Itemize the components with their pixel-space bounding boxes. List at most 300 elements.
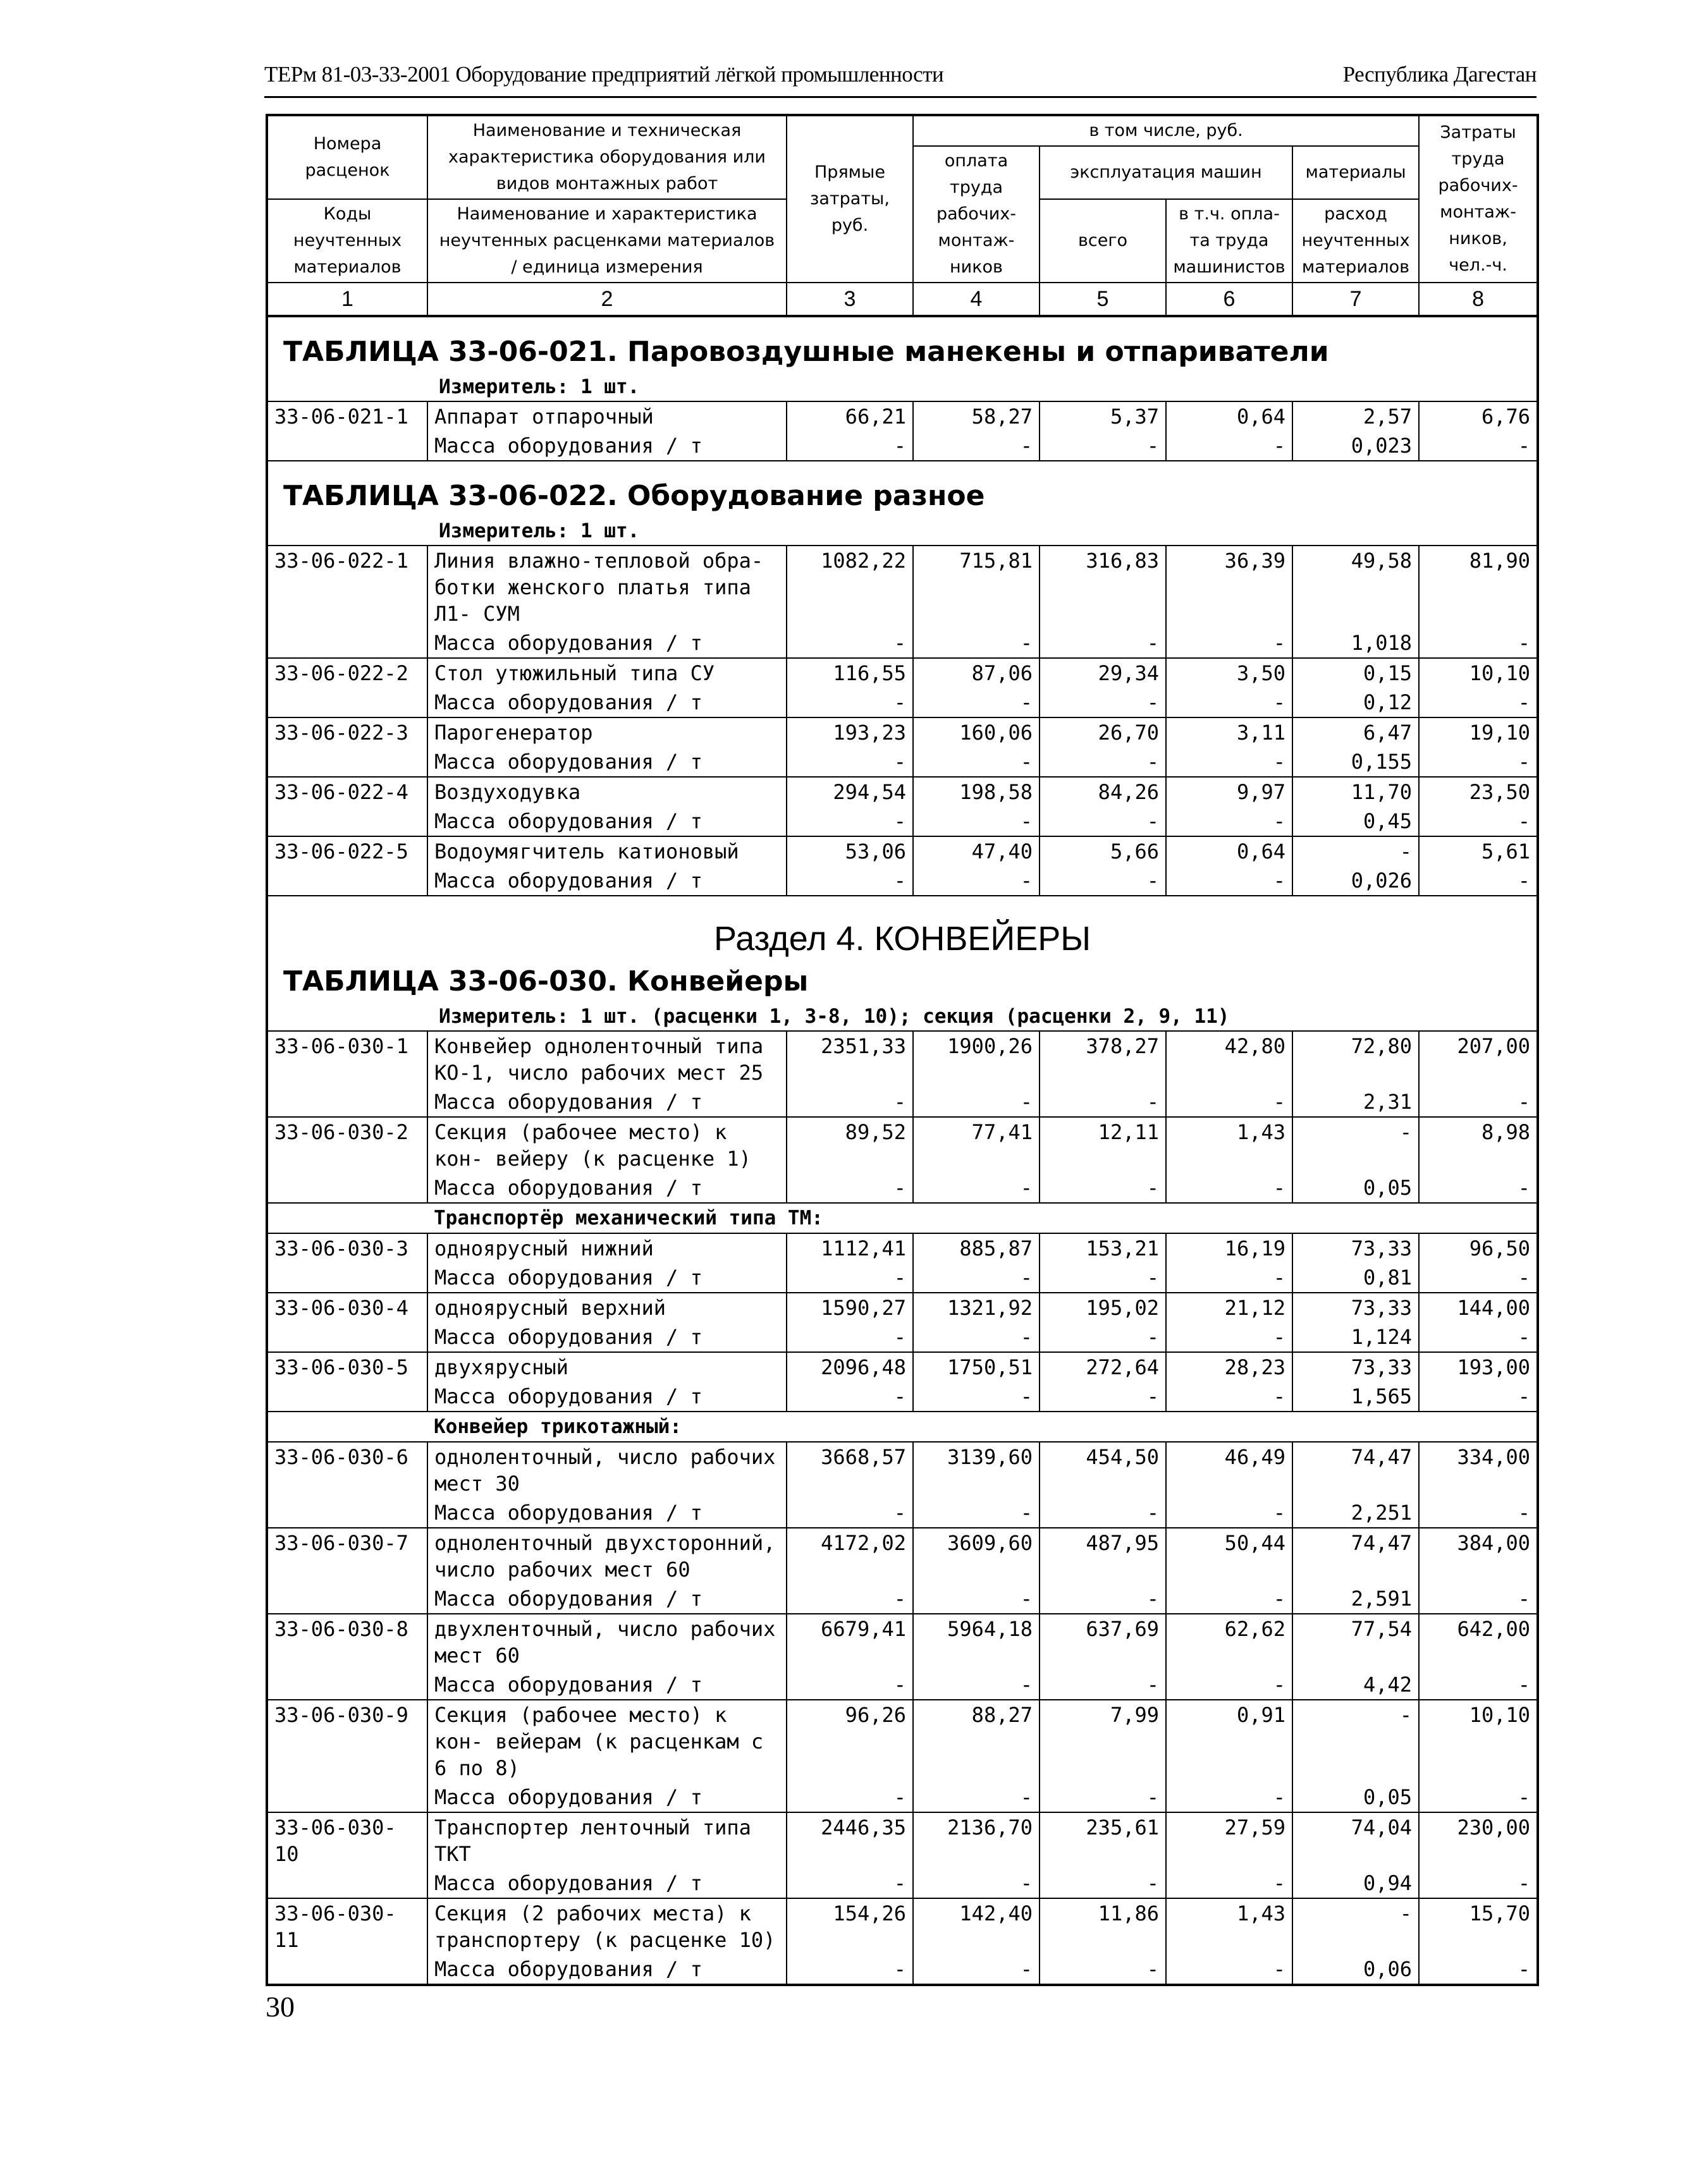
table-title-row: [267, 461, 1538, 546]
rate-value: 23,50: [1419, 777, 1538, 807]
mass-value: 0,155: [1292, 747, 1419, 777]
rate-name: Водоумягчитель катионовый: [427, 836, 787, 866]
rates-table: [266, 114, 1539, 1986]
rate-value: 84,26: [1040, 777, 1166, 807]
mass-label: Масса оборудования / т: [427, 747, 787, 777]
col-group-header: в том числе, руб.: [913, 115, 1419, 146]
group-heading-spacer: [267, 1203, 427, 1233]
rate-row: [267, 1031, 1538, 1087]
mass-value: 1,124: [1292, 1322, 1419, 1352]
rate-value: 4172,02: [787, 1528, 913, 1584]
rate-code: 33-06-022-5: [267, 836, 427, 866]
rate-value: 193,00: [1419, 1352, 1538, 1382]
rate-value: 6,76: [1419, 401, 1538, 431]
mass-value: -: [913, 628, 1040, 658]
rate-value: 96,50: [1419, 1233, 1538, 1263]
rate-name: Аппарат отпарочный: [427, 401, 787, 431]
rate-row: [267, 401, 1538, 431]
mass-value: -: [787, 1955, 913, 1985]
rate-value: -: [1292, 1898, 1419, 1955]
column-numbers-row: [267, 283, 1538, 316]
rate-value: 378,27: [1040, 1031, 1166, 1087]
rate-value: 88,27: [913, 1700, 1040, 1783]
mass-value: -: [1040, 1783, 1166, 1812]
column-number: 3: [787, 283, 913, 316]
rate-value: 1750,51: [913, 1352, 1040, 1382]
rate-value: 73,33: [1292, 1352, 1419, 1382]
rate-value: 58,27: [913, 401, 1040, 431]
mass-value: -: [913, 431, 1040, 461]
rate-value: 73,33: [1292, 1233, 1419, 1263]
rate-value: 3139,60: [913, 1442, 1040, 1498]
rate-value: 0,64: [1166, 401, 1292, 431]
group-heading-row: [267, 1203, 1538, 1233]
rate-value: 50,44: [1166, 1528, 1292, 1584]
mass-value: -: [1419, 1498, 1538, 1528]
rate-code: 33-06-030-8: [267, 1614, 427, 1670]
mass-value: -: [1040, 1322, 1166, 1352]
column-number: 6: [1166, 283, 1292, 316]
rate-value: 8,98: [1419, 1117, 1538, 1173]
col-codes-subheader: Коды неучтенных материалов: [267, 199, 427, 283]
mass-label: Масса оборудования / т: [427, 1173, 787, 1203]
rate-value: 1082,22: [787, 546, 913, 628]
rate-value: 3609,60: [913, 1528, 1040, 1584]
mass-value: -: [1040, 1498, 1166, 1528]
mass-value: -: [1040, 1869, 1166, 1898]
mass-value: 0,05: [1292, 1783, 1419, 1812]
mass-code-empty: [267, 747, 427, 777]
rate-value: 81,90: [1419, 546, 1538, 628]
rate-value: 53,06: [787, 836, 913, 866]
rate-row: [267, 1812, 1538, 1869]
mass-value: -: [913, 1869, 1040, 1898]
mass-code-empty: [267, 1869, 427, 1898]
mass-code-empty: [267, 1670, 427, 1700]
rate-code: 33-06-021-1: [267, 401, 427, 431]
mass-value: 1,565: [1292, 1382, 1419, 1412]
rate-value: 46,49: [1166, 1442, 1292, 1498]
rate-value: 10,10: [1419, 658, 1538, 688]
rate-value: 73,33: [1292, 1293, 1419, 1322]
mass-label: Масса оборудования / т: [427, 1869, 787, 1898]
rate-value: 198,58: [913, 777, 1040, 807]
rate-value: 116,55: [787, 658, 913, 688]
mass-value: -: [1419, 688, 1538, 717]
rate-value: 2,57: [1292, 401, 1419, 431]
rate-value: 235,61: [1040, 1812, 1166, 1869]
mass-value: -: [787, 431, 913, 461]
rate-value: 193,23: [787, 717, 913, 747]
rate-value: 1900,26: [913, 1031, 1040, 1087]
mass-row: [267, 1087, 1538, 1117]
rate-value: 5964,18: [913, 1614, 1040, 1670]
mass-row: [267, 866, 1538, 896]
mass-value: -: [787, 688, 913, 717]
page-number: 30: [266, 1991, 295, 2023]
mass-value: -: [1040, 1173, 1166, 1203]
mass-value: -: [1166, 1263, 1292, 1293]
rate-value: 487,95: [1040, 1528, 1166, 1584]
mass-label: Масса оборудования / т: [427, 1322, 787, 1352]
mass-value: 0,06: [1292, 1955, 1419, 1985]
rate-name: одноярусный верхний: [427, 1293, 787, 1322]
mass-value: -: [913, 866, 1040, 896]
rate-name: одноярусный нижний: [427, 1233, 787, 1263]
mass-value: -: [1040, 866, 1166, 896]
rate-value: 0,91: [1166, 1700, 1292, 1783]
rate-value: 0,15: [1292, 658, 1419, 688]
mass-label: Масса оборудования / т: [427, 431, 787, 461]
col-material-usage-header: расход неучтенных материалов: [1292, 199, 1419, 283]
col-codes-header: Номера расценок: [267, 115, 427, 199]
mass-row: [267, 1869, 1538, 1898]
mass-value: 0,023: [1292, 431, 1419, 461]
mass-value: -: [1419, 1382, 1538, 1412]
mass-value: 4,42: [1292, 1670, 1419, 1700]
rate-code: 33-06-030-7: [267, 1528, 427, 1584]
rate-value: 5,61: [1419, 836, 1538, 866]
rate-value: 47,40: [913, 836, 1040, 866]
rate-name: Линия влажно-тепловой обра- ботки женского платья типа Л1- СУМ: [427, 546, 787, 628]
rate-value: 21,12: [1166, 1293, 1292, 1322]
mass-value: -: [787, 1869, 913, 1898]
mass-value: -: [1419, 747, 1538, 777]
table-title: ТАБЛИЦА 33-06-021. Паровоздушные манекены и отпариватели: [283, 336, 1329, 368]
rate-name: Секция (рабочее место) к кон- вейерам (к расценкам с 6 по 8): [427, 1700, 787, 1783]
mass-value: -: [787, 1498, 913, 1528]
rate-row: [267, 1898, 1538, 1955]
rate-value: 5,37: [1040, 401, 1166, 431]
mass-code-empty: [267, 807, 427, 836]
group-heading: Конвейер трикотажный:: [427, 1412, 1538, 1442]
rate-value: 11,86: [1040, 1898, 1166, 1955]
mass-value: -: [913, 1322, 1040, 1352]
mass-row: [267, 1382, 1538, 1412]
rate-value: 3668,57: [787, 1442, 913, 1498]
col-machines-total-header: всего: [1040, 199, 1166, 283]
mass-value: -: [913, 1498, 1040, 1528]
rate-value: 3,50: [1166, 658, 1292, 688]
mass-row: [267, 1670, 1538, 1700]
column-number: 2: [427, 283, 787, 316]
running-header-region: Республика Дагестан: [1342, 62, 1537, 87]
mass-row: [267, 1955, 1538, 1985]
mass-value: -: [1166, 807, 1292, 836]
rate-code: 33-06-030-4: [267, 1293, 427, 1322]
rate-value: 153,21: [1040, 1233, 1166, 1263]
mass-value: -: [1040, 1087, 1166, 1117]
rate-value: 642,00: [1419, 1614, 1538, 1670]
table-header: [267, 115, 1538, 283]
rate-row: [267, 777, 1538, 807]
mass-value: -: [913, 747, 1040, 777]
rate-row: [267, 658, 1538, 688]
rate-code: 33-06-030-10: [267, 1812, 427, 1869]
mass-value: 0,12: [1292, 688, 1419, 717]
col-operator-wages-header: в т.ч. опла-та труда машинистов: [1166, 199, 1292, 283]
rate-value: 207,00: [1419, 1031, 1538, 1087]
mass-value: -: [913, 807, 1040, 836]
mass-value: -: [1166, 1955, 1292, 1985]
rate-value: -: [1292, 1700, 1419, 1783]
mass-value: -: [787, 1783, 913, 1812]
mass-value: -: [1040, 1382, 1166, 1412]
mass-row: [267, 1584, 1538, 1614]
mass-value: -: [1419, 628, 1538, 658]
mass-row: [267, 688, 1538, 717]
rate-value: 12,11: [1040, 1117, 1166, 1173]
rate-value: 1,43: [1166, 1117, 1292, 1173]
measurement-unit: Измеритель: 1 шт. (расценки 1, 3-8, 10); секция (расценки 2, 9, 11): [439, 1005, 1230, 1028]
table-body: [267, 283, 1538, 1985]
mass-label: Масса оборудования / т: [427, 1382, 787, 1412]
rate-row: [267, 1352, 1538, 1382]
rate-value: 637,69: [1040, 1614, 1166, 1670]
rate-row: [267, 1528, 1538, 1584]
mass-value: -: [787, 747, 913, 777]
rate-value: 16,19: [1166, 1233, 1292, 1263]
mass-value: -: [1040, 688, 1166, 717]
rate-value: 2096,48: [787, 1352, 913, 1382]
rate-code: 33-06-030-6: [267, 1442, 427, 1498]
column-number: 7: [1292, 283, 1419, 316]
rate-row: [267, 1233, 1538, 1263]
mass-row: [267, 1263, 1538, 1293]
rate-value: 77,54: [1292, 1614, 1419, 1670]
rate-value: 454,50: [1040, 1442, 1166, 1498]
rate-value: -: [1292, 1117, 1419, 1173]
mass-value: -: [1166, 1087, 1292, 1117]
mass-value: -: [1166, 688, 1292, 717]
mass-code-empty: [267, 1087, 427, 1117]
section-heading-row: [267, 896, 1538, 960]
mass-value: -: [1419, 1783, 1538, 1812]
mass-value: -: [913, 1263, 1040, 1293]
mass-value: 0,81: [1292, 1263, 1419, 1293]
rate-value: 3,11: [1166, 717, 1292, 747]
rate-value: 0,64: [1166, 836, 1292, 866]
rate-value: 15,70: [1419, 1898, 1538, 1955]
rate-value: 1590,27: [787, 1293, 913, 1322]
table-title-cell: [267, 960, 1538, 1031]
mass-value: -: [1419, 807, 1538, 836]
mass-label: Масса оборудования / т: [427, 1670, 787, 1700]
mass-row: [267, 628, 1538, 658]
mass-value: -: [787, 1584, 913, 1614]
mass-row: [267, 1173, 1538, 1203]
mass-value: -: [787, 866, 913, 896]
mass-label: Масса оборудования / т: [427, 1584, 787, 1614]
rate-value: 74,47: [1292, 1442, 1419, 1498]
rate-value: 316,83: [1040, 546, 1166, 628]
rate-row: [267, 546, 1538, 628]
mass-value: -: [787, 1382, 913, 1412]
group-heading-spacer: [267, 1412, 427, 1442]
rate-value: 28,23: [1166, 1352, 1292, 1382]
col-materials-header: материалы: [1292, 146, 1419, 199]
col-machines-header: эксплуатация машин: [1040, 146, 1292, 199]
mass-value: -: [1166, 1322, 1292, 1352]
mass-value: -: [787, 1263, 913, 1293]
rate-name: Транспортер ленточный типа ТКТ: [427, 1812, 787, 1869]
rate-value: 10,10: [1419, 1700, 1538, 1783]
rate-value: 19,10: [1419, 717, 1538, 747]
rate-value: 96,26: [787, 1700, 913, 1783]
mass-value: -: [1040, 431, 1166, 461]
mass-value: 1,018: [1292, 628, 1419, 658]
table-title-row: [267, 316, 1538, 401]
mass-label: Масса оборудования / т: [427, 866, 787, 896]
mass-row: [267, 747, 1538, 777]
rate-value: 77,41: [913, 1117, 1040, 1173]
rate-name: Секция (2 рабочих места) к транспортеру (к расценке 10): [427, 1898, 787, 1955]
mass-value: -: [787, 807, 913, 836]
section-title: Раздел 4. КОНВЕЙЕРЫ: [713, 920, 1091, 958]
mass-label: Масса оборудования / т: [427, 1783, 787, 1812]
rate-name: Секция (рабочее место) к кон- вейеру (к расценке 1): [427, 1117, 787, 1173]
mass-label: Масса оборудования / т: [427, 807, 787, 836]
mass-value: 0,94: [1292, 1869, 1419, 1898]
mass-code-empty: [267, 1382, 427, 1412]
mass-value: -: [1166, 1173, 1292, 1203]
mass-value: -: [1419, 1173, 1538, 1203]
rate-value: 74,04: [1292, 1812, 1419, 1869]
rate-value: 144,00: [1419, 1293, 1538, 1322]
mass-value: 2,31: [1292, 1087, 1419, 1117]
mass-value: -: [913, 1584, 1040, 1614]
rate-value: 27,59: [1166, 1812, 1292, 1869]
mass-row: [267, 1498, 1538, 1528]
rate-name: Конвейер одноленточный типа КО-1, число рабочих мест 25: [427, 1031, 787, 1087]
mass-label: Масса оборудования / т: [427, 1263, 787, 1293]
table-title-cell: [267, 461, 1538, 546]
rate-value: 5,66: [1040, 836, 1166, 866]
rate-name: одноленточный двухсторонний, число рабочих мест 60: [427, 1528, 787, 1584]
rate-name: двухярусный: [427, 1352, 787, 1382]
mass-value: -: [1419, 1322, 1538, 1352]
table-title: ТАБЛИЦА 33-06-022. Оборудование разное: [283, 480, 985, 512]
rate-value: 272,64: [1040, 1352, 1166, 1382]
mass-value: -: [1040, 1955, 1166, 1985]
rate-value: 49,58: [1292, 546, 1419, 628]
mass-code-empty: [267, 1783, 427, 1812]
rate-value: 1321,92: [913, 1293, 1040, 1322]
rate-value: 72,80: [1292, 1031, 1419, 1087]
col-name-header: Наименование и техническая характеристика оборудования или видов монтажных работ: [427, 115, 787, 199]
rate-value: -: [1292, 836, 1419, 866]
mass-label: Масса оборудования / т: [427, 1955, 787, 1985]
rate-name: Парогенератор: [427, 717, 787, 747]
mass-value: -: [1040, 1584, 1166, 1614]
rate-value: 160,06: [913, 717, 1040, 747]
mass-row: [267, 1322, 1538, 1352]
rate-value: 36,39: [1166, 546, 1292, 628]
mass-value: -: [1419, 1869, 1538, 1898]
rate-code: 33-06-022-4: [267, 777, 427, 807]
mass-value: -: [913, 1382, 1040, 1412]
rate-value: 885,87: [913, 1233, 1040, 1263]
rate-value: 195,02: [1040, 1293, 1166, 1322]
mass-code-empty: [267, 1173, 427, 1203]
mass-code-empty: [267, 1322, 427, 1352]
rate-value: 9,97: [1166, 777, 1292, 807]
mass-value: -: [787, 628, 913, 658]
rate-row: [267, 836, 1538, 866]
rate-code: 33-06-022-1: [267, 546, 427, 628]
mass-row: [267, 1783, 1538, 1812]
rate-name: одноленточный, число рабочих мест 30: [427, 1442, 787, 1498]
mass-label: Масса оборудования / т: [427, 628, 787, 658]
mass-value: -: [787, 1087, 913, 1117]
rate-row: [267, 1293, 1538, 1322]
mass-code-empty: [267, 688, 427, 717]
mass-value: 0,05: [1292, 1173, 1419, 1203]
mass-code-empty: [267, 431, 427, 461]
measurement-unit: Измеритель: 1 шт.: [439, 375, 640, 398]
mass-value: -: [913, 1955, 1040, 1985]
group-heading: Транспортёр механический типа ТМ:: [427, 1203, 1538, 1233]
rate-name: двухленточный, число рабочих мест 60: [427, 1614, 787, 1670]
mass-value: -: [1040, 1263, 1166, 1293]
rate-value: 26,70: [1040, 717, 1166, 747]
table-title-row: [267, 960, 1538, 1031]
rate-row: [267, 1614, 1538, 1670]
mass-value: -: [787, 1322, 913, 1352]
rate-value: 1112,41: [787, 1233, 913, 1263]
col-wages-header: оплата труда рабочих-монтаж-ников: [913, 146, 1040, 283]
col-name-subheader: Наименование и характеристика неучтенных расценками материалов / единица измерения: [427, 199, 787, 283]
column-number: 8: [1419, 283, 1538, 316]
mass-code-empty: [267, 1498, 427, 1528]
rate-name: Воздуходувка: [427, 777, 787, 807]
rate-value: 7,99: [1040, 1700, 1166, 1783]
rate-value: 1,43: [1166, 1898, 1292, 1955]
column-number: 5: [1040, 283, 1166, 316]
rate-code: 33-06-022-2: [267, 658, 427, 688]
rate-code: 33-06-030-2: [267, 1117, 427, 1173]
rate-code: 33-06-022-3: [267, 717, 427, 747]
rate-code: 33-06-030-3: [267, 1233, 427, 1263]
column-number: 4: [913, 283, 1040, 316]
mass-value: -: [1040, 747, 1166, 777]
mass-value: -: [913, 1173, 1040, 1203]
mass-code-empty: [267, 628, 427, 658]
rate-code: 33-06-030-5: [267, 1352, 427, 1382]
mass-value: -: [1166, 1584, 1292, 1614]
mass-value: -: [1040, 628, 1166, 658]
mass-label: Масса оборудования / т: [427, 1498, 787, 1528]
group-heading-row: [267, 1412, 1538, 1442]
mass-label: Масса оборудования / т: [427, 1087, 787, 1117]
section-heading-cell: [267, 896, 1538, 960]
mass-value: -: [1166, 431, 1292, 461]
mass-value: -: [913, 1670, 1040, 1700]
mass-value: -: [1419, 1087, 1538, 1117]
rate-row: [267, 1117, 1538, 1173]
mass-value: -: [1419, 866, 1538, 896]
mass-code-empty: [267, 1263, 427, 1293]
mass-value: -: [1419, 1263, 1538, 1293]
rate-value: 6,47: [1292, 717, 1419, 747]
mass-value: -: [1166, 1670, 1292, 1700]
rate-value: 42,80: [1166, 1031, 1292, 1087]
rate-value: 2446,35: [787, 1812, 913, 1869]
measurement-unit: Измеритель: 1 шт.: [439, 520, 640, 542]
mass-code-empty: [267, 866, 427, 896]
mass-value: -: [1040, 807, 1166, 836]
rate-value: 2351,33: [787, 1031, 913, 1087]
